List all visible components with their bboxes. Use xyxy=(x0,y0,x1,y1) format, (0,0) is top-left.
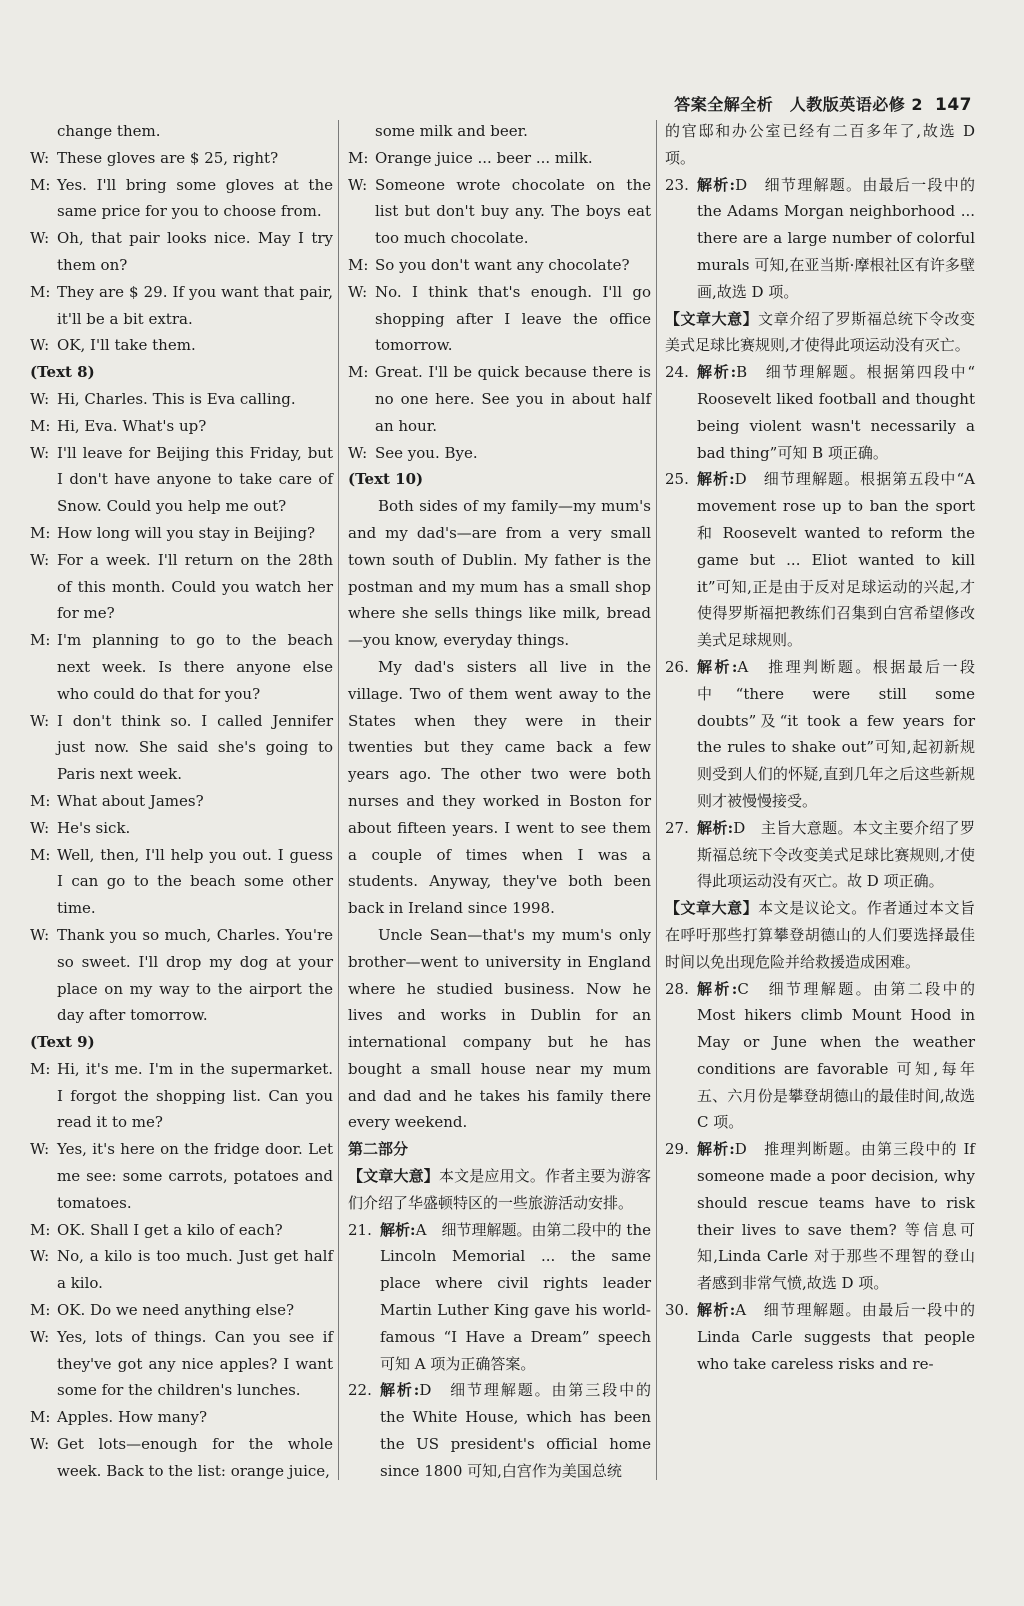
speaker-label: W: xyxy=(30,711,50,730)
dialog-text: Apples. How many? xyxy=(57,1408,208,1427)
dialog-line xyxy=(30,627,333,707)
column-divider xyxy=(338,120,339,1480)
dialog-text: See you. Bye. xyxy=(375,443,478,462)
question-number: 30. xyxy=(665,1301,689,1320)
dialog-text: Thank you so much, Charles. You're so sweet. I'll drop my dog at your place on my way to the airport the day after tomorrow. xyxy=(57,925,333,1025)
answer-text: D 推理判断题。由第三段中的 If someone made a poor decision, why should rescue teams have to risk their lives to save them? 等信息可知,Linda Carle 对于那些不理智的登山者感到非常气愤,故选 D 项。 xyxy=(697,1140,975,1293)
speaker-label: W: xyxy=(30,229,50,248)
dialog-line xyxy=(30,708,333,788)
answer-text: D 主旨大意题。本文主要介绍了罗斯福总统下令改变美式足球比赛规则,才使得此项运动没有灭亡。故 D 项正确。 xyxy=(697,818,975,891)
speaker-label: W: xyxy=(30,1435,50,1454)
dialog-line xyxy=(30,1404,333,1431)
dialog-text: Great. I'll be quick because there is no one here. See you in about half an hour. xyxy=(375,363,651,435)
dialog-text: Well, then, I'll help you out. I guess I can go to the beach some other time. xyxy=(57,845,333,918)
text-8-heading: (Text 8) xyxy=(30,363,95,382)
dialog-line xyxy=(30,788,333,815)
header-title: 答案全解全析 人教版英语必修 2 xyxy=(674,95,923,114)
page-header xyxy=(674,92,972,115)
answer-item xyxy=(665,1136,975,1297)
dialog-line xyxy=(348,440,651,467)
speaker-label: M: xyxy=(30,791,51,810)
question-number: 23. xyxy=(665,175,689,194)
answer-item xyxy=(665,654,975,815)
summary-tag: 【文章大意】 xyxy=(665,899,759,918)
dialog-line xyxy=(30,922,333,1029)
dialog-text: Someone wrote chocolate on the list but don't buy any. The boys eat too much chocolate. xyxy=(375,175,651,248)
continued-line: change them. xyxy=(57,122,161,140)
dialog-line xyxy=(30,520,333,547)
dialog-line xyxy=(348,172,651,252)
speaker-label: M: xyxy=(30,1059,51,1078)
speaker-label: M: xyxy=(30,282,51,301)
question-number: 22. xyxy=(348,1381,372,1400)
article-summary xyxy=(665,306,975,360)
answer-text: A 推理判断题。根据最后一段中“there were still some doubts”及“it took a few years for the rules to shake out”可知,起初新规则受到人们的怀疑,直到几年之后这些新规则才被慢慢接受。 xyxy=(697,657,975,810)
article-summary xyxy=(348,1163,651,1217)
speaker-label: M: xyxy=(30,631,51,650)
speaker-label: M: xyxy=(30,1301,51,1320)
passage-paragraph: Uncle Sean—that's my mum's only brother—went to university in England where he studied business. Now he lives and works in Dublin for an international company but he has bought a small house near my mum and dad and he takes his family there every weekend. xyxy=(348,925,651,1132)
answer-item xyxy=(665,976,975,1137)
dialog-line xyxy=(30,225,333,279)
speaker-label: M: xyxy=(30,416,51,435)
speaker-label: W: xyxy=(30,925,50,944)
dialog-line xyxy=(30,413,333,440)
speaker-label: W: xyxy=(30,818,50,837)
dialog-line xyxy=(30,1056,333,1136)
answer-label: 解析: xyxy=(380,1381,420,1400)
answer-item xyxy=(665,1297,975,1377)
answer-item xyxy=(348,1377,651,1484)
answer-text: B 细节理解题。根据第四段中“ Roosevelt liked football and thought being violent wasn't necessarily a bad thing”可知 B 项正确。 xyxy=(697,363,975,462)
answer-text: A 细节理解题。由第二段中的 the Lincoln Memorial ... the same place where civil rights leader Martin Luther King gave his world-famous “I Have a Dream” speech 可知 A 项为正确答案。 xyxy=(380,1220,651,1373)
dialog-line xyxy=(348,279,651,359)
speaker-label: M: xyxy=(30,175,51,194)
answer-label: 解析: xyxy=(697,657,738,676)
dialog-line xyxy=(30,1324,333,1404)
answer-text: C 细节理解题。由第二段中的 Most hikers climb Mount Hood in May or June when the weather conditions are favorable 可知,每年五、六月份是攀登胡德山的最佳时间,故选 C 项。 xyxy=(697,979,975,1132)
question-number: 21. xyxy=(348,1220,372,1239)
dialog-line xyxy=(30,279,333,333)
speaker-label: W: xyxy=(30,1247,50,1266)
dialog-text: What about James? xyxy=(57,791,204,810)
answer-item xyxy=(665,815,975,895)
dialog-line xyxy=(30,1136,333,1216)
passage-paragraph: Both sides of my family—my mum's and my dad's—are from a very small town south of Dublin. My father is the postman and my mum has a small shop where she sells things like milk, bread—you know, everyday things. xyxy=(348,497,651,650)
answer-label: 解析: xyxy=(697,363,737,382)
question-number: 26. xyxy=(665,657,689,676)
column-divider xyxy=(656,120,657,1480)
speaker-label: W: xyxy=(30,1140,50,1159)
answer-item xyxy=(665,466,975,654)
question-number: 29. xyxy=(665,1140,689,1159)
dialog-text: How long will you stay in Beijing? xyxy=(57,523,316,542)
summary-tag: 【文章大意】 xyxy=(665,309,759,328)
column-middle xyxy=(348,118,651,1485)
dialog-line xyxy=(348,145,651,172)
dialog-text: These gloves are $ 25, right? xyxy=(57,148,279,167)
dialog-text: OK, I'll take them. xyxy=(57,336,196,355)
dialog-text: No, a kilo is too much. Just get half a kilo. xyxy=(57,1247,333,1293)
text-10-heading: (Text 10) xyxy=(348,470,424,489)
answer-label: 解析: xyxy=(697,818,734,837)
dialog-text: Oh, that pair looks nice. May I try them on? xyxy=(57,229,333,274)
speaker-label: W: xyxy=(348,282,368,301)
answer-item xyxy=(665,172,975,306)
dialog-line xyxy=(348,359,651,439)
question-number: 27. xyxy=(665,818,689,837)
dialog-line xyxy=(30,1243,333,1297)
dialog-text: Yes, it's here on the fridge door. Let me see: some carrots, potatoes and tomatoes. xyxy=(57,1140,333,1212)
dialog-text: I'll leave for Beijing this Friday, but I don't have anyone to take care of Snow. Could you help me out? xyxy=(57,443,333,516)
summary-tag: 【文章大意】 xyxy=(348,1167,439,1186)
article-summary xyxy=(665,895,975,975)
speaker-label: W: xyxy=(348,175,368,194)
page-number: 147 xyxy=(935,95,972,115)
dialog-line xyxy=(30,1217,333,1244)
dialog-text: Get lots—enough for the whole week. Back to the list: orange juice, xyxy=(57,1435,333,1480)
speaker-label: M: xyxy=(348,255,369,274)
answer-item xyxy=(348,1217,651,1378)
dialog-text: Yes. I'll bring some gloves at the same price for you to choose from. xyxy=(57,175,333,221)
answer-text: D 细节理解题。根据第五段中“A movement rose up to ban the sport 和 Roosevelt wanted to reform the game but ... Eliot wanted to kill it”可知,正是由于反对足球运动的兴起,才使得罗斯福把教练们召集到白宫希望修改美式足球规则。 xyxy=(697,470,975,650)
dialog-text: Hi, it's me. I'm in the supermarket. I forgot the shopping list. Can you read it to me? xyxy=(57,1059,333,1132)
answer-item xyxy=(665,359,975,466)
dialog-text: For a week. I'll return on the 28th of this month. Could you watch her for me? xyxy=(57,550,333,623)
speaker-label: M: xyxy=(30,1220,51,1239)
speaker-label: M: xyxy=(30,845,51,864)
speaker-label: M: xyxy=(30,523,51,542)
question-number: 25. xyxy=(665,470,689,489)
dialog-text: No. I think that's enough. I'll go shopping after I leave the office tomorrow. xyxy=(375,282,651,355)
answer-text: D 细节理解题。由第三段中的 the White House, which has been the US president's official home since 1800 可知,白宫作为美国总统 xyxy=(380,1381,651,1480)
column-left xyxy=(30,118,333,1485)
speaker-label: W: xyxy=(30,148,50,167)
speaker-label: W: xyxy=(30,1327,50,1346)
summary-text: 本文是议论文。作者通过本文旨在呼吁那些打算攀登胡德山的人们要选择最佳时间以免出现危险并给救援造成困难。 xyxy=(665,899,975,971)
answer-label: 解析: xyxy=(697,470,735,489)
dialog-line xyxy=(30,842,333,922)
dialog-line xyxy=(30,145,333,172)
speaker-label: W: xyxy=(30,550,50,569)
text-9-heading: (Text 9) xyxy=(30,1033,95,1052)
speaker-label: W: xyxy=(30,443,50,462)
summary-text: 文章介绍了罗斯福总统下令改变美式足球比赛规则,才使得此项运动没有灭亡。 xyxy=(665,309,975,355)
dialog-text: I'm planning to go to the beach next week. Is there anyone else who could do that for you? xyxy=(57,631,333,703)
dialog-line xyxy=(30,332,333,359)
dialog-text: He's sick. xyxy=(57,818,131,837)
dialog-line xyxy=(30,547,333,627)
speaker-label: M: xyxy=(348,363,369,382)
question-number: 28. xyxy=(665,979,689,998)
dialog-text: So you don't want any chocolate? xyxy=(375,255,630,274)
dialog-text: Hi, Charles. This is Eva calling. xyxy=(57,389,296,408)
dialog-line xyxy=(30,815,333,842)
dialog-text: OK. Shall I get a kilo of each? xyxy=(57,1220,283,1239)
column-right xyxy=(665,118,975,1377)
dialog-line xyxy=(348,252,651,279)
dialog-line xyxy=(30,1431,333,1485)
speaker-label: W: xyxy=(348,443,368,462)
answer-label: 解析: xyxy=(697,175,736,194)
answer-text: A 细节理解题。由最后一段中的 Linda Carle suggests that people who take careless risks and re- xyxy=(697,1301,975,1373)
question-number: 24. xyxy=(665,363,689,382)
dialog-line xyxy=(30,440,333,520)
dialog-text: OK. Do we need anything else? xyxy=(57,1301,295,1320)
dialog-text: Orange juice ... beer ... milk. xyxy=(375,148,593,167)
answer-text: D 细节理解题。由最后一段中的 the Adams Morgan neighborhood ... there are a large number of colorful murals 可知,在亚当斯·摩根社区有许多壁画,故选 D 项。 xyxy=(697,175,975,301)
answer-label: 解析: xyxy=(697,1140,735,1159)
dialog-text: I don't think so. I called Jennifer just now. She said she's going to Paris next week. xyxy=(57,711,333,784)
answer-label: 解析: xyxy=(380,1220,416,1239)
passage-paragraph: My dad's sisters all live in the village. Two of them went away to the States when they were in their twenties but they came back a few years ago. The other two were both nurses and they worked in Boston for about fifteen years. I went to see them a couple of times when I was a students. Anyway, they've both been back in Ireland since 1998. xyxy=(348,657,651,918)
dialog-text: Hi, Eva. What's up? xyxy=(57,416,207,435)
part-2-heading: 第二部分 xyxy=(348,1140,409,1159)
answer-label: 解析: xyxy=(697,979,738,998)
speaker-label: W: xyxy=(30,336,50,355)
answer-label: 解析: xyxy=(697,1301,736,1320)
summary-text: 本文是应用文。作者主要为游客们介绍了华盛顿特区的一些旅游活动安排。 xyxy=(348,1167,651,1212)
dialog-text: They are $ 29. If you want that pair, it'll be a bit extra. xyxy=(57,282,333,328)
continued-line: some milk and beer. xyxy=(375,122,528,140)
speaker-label: M: xyxy=(30,1408,51,1427)
dialog-text: Yes, lots of things. Can you see if they've got any nice apples? I want some for the children's lunches. xyxy=(57,1327,333,1400)
speaker-label: M: xyxy=(348,148,369,167)
continued-line: 的官邸和办公室已经有二百多年了,故选 D 项。 xyxy=(665,122,975,167)
dialog-line xyxy=(30,172,333,226)
speaker-label: W: xyxy=(30,389,50,408)
dialog-line xyxy=(30,1297,333,1324)
dialog-line xyxy=(30,386,333,413)
